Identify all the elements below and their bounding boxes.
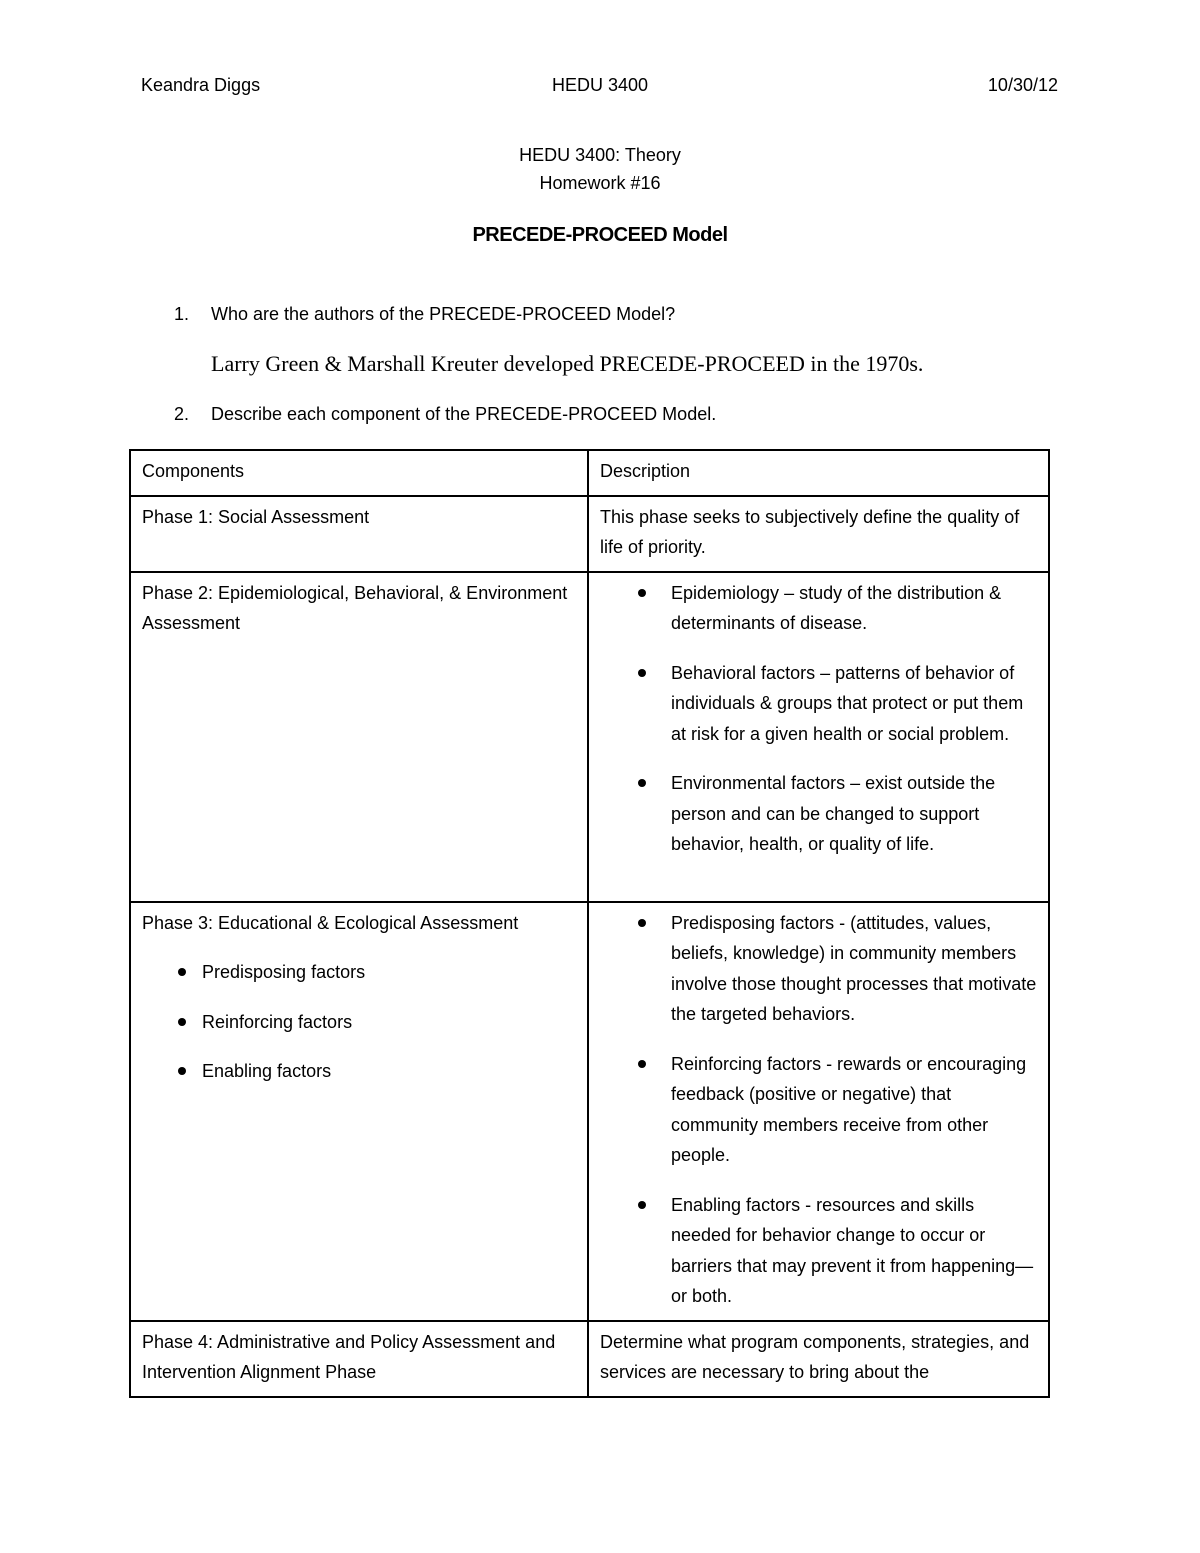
bullet-text: Reinforcing factors <box>202 1011 353 1032</box>
bullet-icon <box>638 1201 646 1209</box>
list-item <box>142 1056 577 1087</box>
bullet-icon <box>178 968 186 976</box>
bullet-list <box>600 908 1038 1312</box>
description-cell: Determine what program components, strategies, and services are necessary to bring about the <box>588 1321 1049 1397</box>
bullet-text: Enabling factors - resources and skills needed for behavior change to occur or barriers that may prevent it from happening—or both. <box>671 1194 1034 1306</box>
list-item <box>600 768 1038 860</box>
question-number: 2. <box>174 404 190 424</box>
header-date: 10/30/12 <box>987 75 1058 95</box>
description-cell <box>588 902 1049 1321</box>
component-cell: Phase 2: Epidemiological, Behavioral, & Environment Assessment <box>130 572 588 902</box>
component-cell: Phase 4: Administrative and Policy Assessment and Intervention Alignment Phase <box>130 1321 588 1397</box>
question-2 <box>174 402 716 426</box>
homework-number: Homework #16 <box>539 173 661 193</box>
components-table <box>129 449 1050 1398</box>
component-cell <box>130 902 588 1321</box>
bullet-icon <box>638 669 646 677</box>
table-row <box>130 572 1049 902</box>
bullet-icon <box>638 919 646 927</box>
header-course: HEDU 3400 <box>551 75 649 95</box>
list-item <box>600 908 1038 1030</box>
list-item <box>142 1007 577 1038</box>
bullet-icon <box>638 779 646 787</box>
table-row <box>130 902 1049 1321</box>
list-item <box>142 957 577 988</box>
course-title: HEDU 3400: Theory <box>519 145 681 165</box>
bullet-text: Environmental factors – exist outside the person and can be changed to support behavior, health, or quality of life. <box>671 773 996 854</box>
answer-1: Larry Green & Marshall Kreuter developed PRECEDE-PROCEED in the 1970s. <box>211 351 924 376</box>
page-title: PRECEDE-PROCEED Model <box>472 224 728 246</box>
header-description: Description <box>588 450 1049 496</box>
bullet-icon <box>638 1060 646 1068</box>
table-header-row <box>130 450 1049 496</box>
bullet-text: Predisposing factors <box>202 962 366 982</box>
question-text: Describe each component of the PRECEDE-PROCEED Model. <box>211 404 717 424</box>
description-cell: This phase seeks to subjectively define the quality of life of priority. <box>588 496 1049 572</box>
bullet-text: Epidemiology – study of the distribution & determinants of disease. <box>671 582 1002 633</box>
list-item <box>600 578 1038 639</box>
header-components: Components <box>130 450 588 496</box>
table-row <box>130 496 1049 572</box>
list-item <box>600 1049 1038 1171</box>
bullet-text: Reinforcing factors - rewards or encouraging feedback (positive or negative) that community members receive from other people. <box>671 1053 1027 1165</box>
bullet-icon <box>178 1067 186 1075</box>
bullet-icon <box>638 589 646 597</box>
component-label: Phase 3: Educational & Ecological Assessment <box>142 912 519 933</box>
list-item <box>600 1190 1038 1312</box>
question-text: Who are the authors of the PRECEDE-PROCEED Model? <box>211 304 676 324</box>
question-number: 1. <box>174 304 190 324</box>
bullet-list <box>142 957 577 1087</box>
question-1 <box>174 302 675 326</box>
component-cell: Phase 1: Social Assessment <box>130 496 588 572</box>
description-cell <box>588 572 1049 902</box>
header-author: Keandra Diggs <box>141 75 261 95</box>
table-row <box>130 1321 1049 1397</box>
bullet-text: Predisposing factors - (attitudes, values, beliefs, knowledge) in community members involve those thought processes that motivate the targeted behaviors. <box>671 912 1037 1024</box>
bullet-text: Behavioral factors – patterns of behavior of individuals & groups that protect or put them at risk for a given health or social problem. <box>671 662 1024 744</box>
bullet-icon <box>178 1018 186 1026</box>
bullet-text: Enabling factors <box>202 1061 332 1081</box>
bullet-list <box>600 578 1038 860</box>
list-item <box>600 658 1038 750</box>
